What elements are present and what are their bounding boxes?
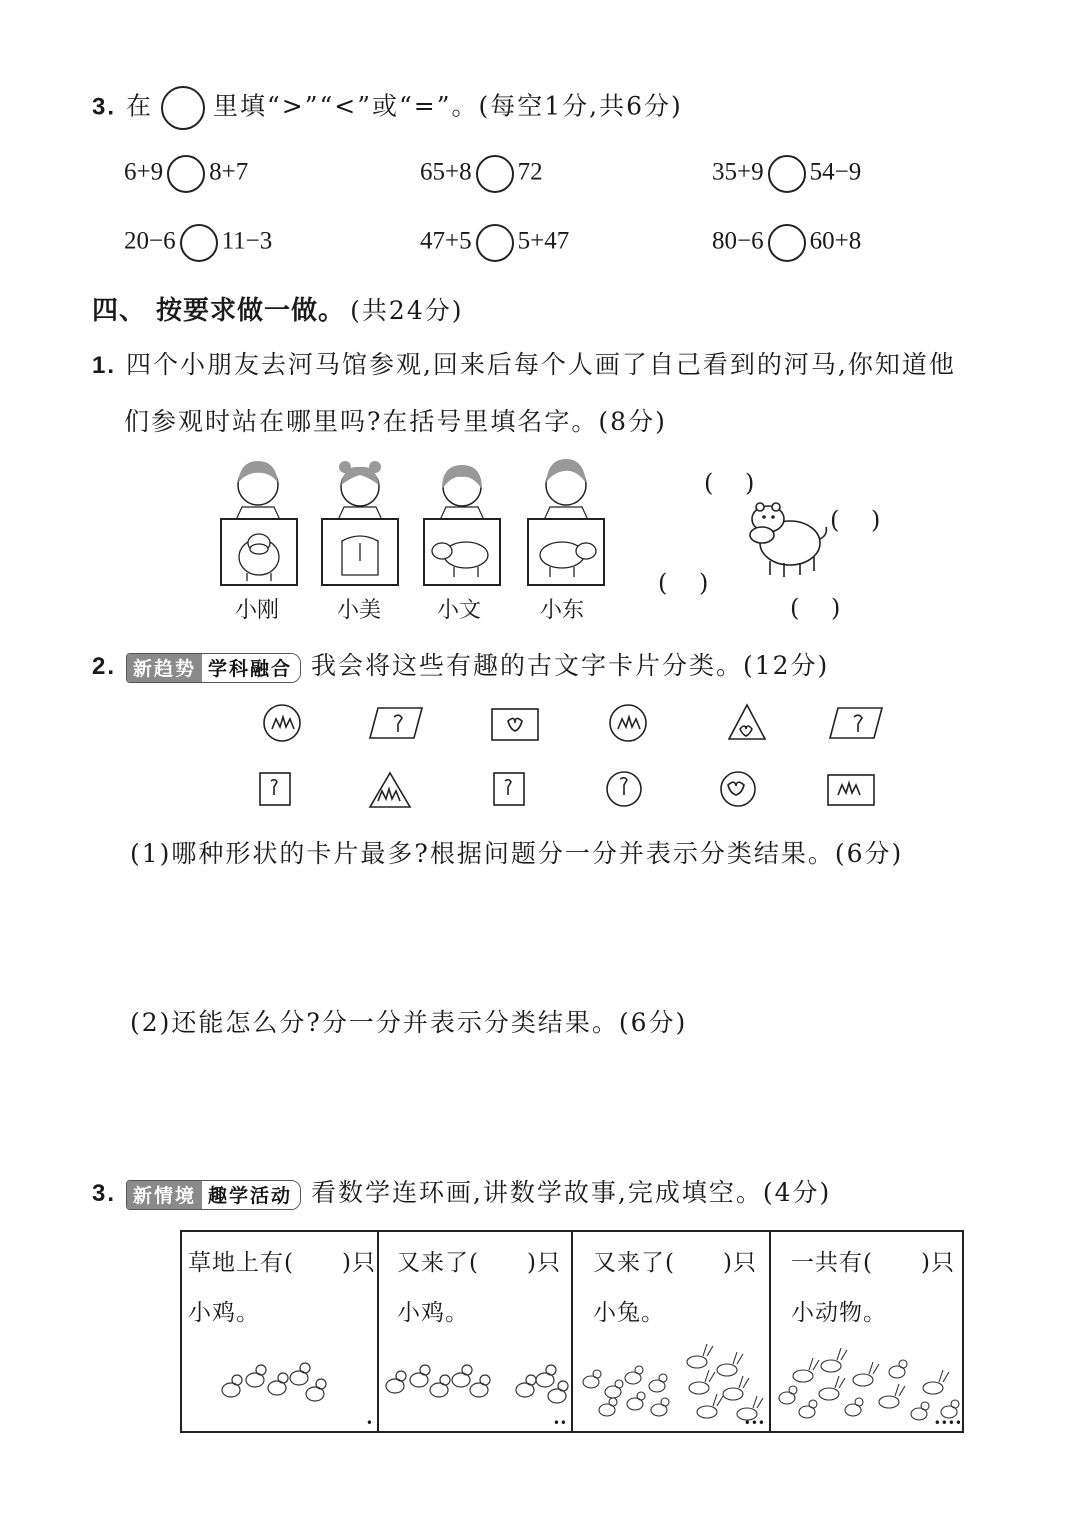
trend-tag: 新趋势 学科融合 [126, 653, 301, 683]
compare-item: 65+8 72 [420, 155, 543, 193]
context-tag: 新情境 趣学活动 [126, 1180, 301, 1210]
child-name: 小东 [540, 598, 585, 623]
answer-blank-bottom[interactable]: ( ) [790, 594, 841, 622]
question-number: 3. [92, 93, 117, 121]
problem1-line1: 1. 四个小朋友去河马馆参观,回来后每个人画了自己看到的河马,你知道他 [92, 350, 956, 379]
ancient-character-cards [250, 695, 890, 815]
answer-circle[interactable] [768, 224, 806, 262]
child-xiaogang-figure [236, 461, 280, 520]
comic-panel: 又来了( )只 小兔。 ••• [573, 1232, 771, 1431]
child-name: 小美 [337, 598, 382, 623]
section-heading: 四、 按要求做一做。 (共24分) [92, 296, 464, 326]
comic-strip [180, 1230, 964, 1433]
answer-circle[interactable] [476, 224, 514, 262]
card-rectangle-heart [492, 709, 538, 740]
problem2-sub2: (2)还能怎么分?分一分并表示分类结果。(6分) [130, 1008, 688, 1037]
child-xiaowen-figure [440, 465, 484, 520]
compare-item: 6+9 8+7 [124, 155, 248, 193]
answer-circle[interactable] [180, 224, 218, 262]
comic-panel: 草地上有( )只 小鸡。 • [182, 1232, 379, 1431]
comic-panel: 又来了( )只 小鸡。 •• [379, 1232, 573, 1431]
card-circle-heart [721, 772, 755, 806]
answer-circle[interactable] [167, 155, 205, 193]
problem2-title: 2. 新趋势 学科融合 我会将这些有趣的古文字卡片分类。(12分) [92, 646, 829, 683]
sample-circle [161, 86, 205, 130]
child-name: 小文 [437, 598, 482, 623]
child-name: 小刚 [235, 598, 280, 623]
children-drawings [210, 455, 630, 590]
child-xiaodong-figure [544, 459, 588, 520]
answer-blank-right[interactable]: ( ) [830, 506, 881, 534]
compare-item: 35+9 54−9 [712, 155, 861, 193]
chick-group-icon [217, 1350, 337, 1410]
answer-circle[interactable] [476, 155, 514, 193]
answer-area-1[interactable] [130, 880, 970, 990]
answer-blank-top[interactable]: ( ) [704, 469, 755, 497]
compare-item: 20−6 11−3 [124, 224, 272, 262]
card-parallelogram [370, 708, 422, 738]
child-xiaomei-figure [338, 461, 382, 520]
chicks-and-rabbits-icon [773, 1332, 963, 1422]
answer-blank-left[interactable]: ( ) [658, 569, 709, 597]
comic-panel: 一共有( )只 小动物。 •••• [771, 1232, 966, 1431]
problem2-sub1: (1)哪种形状的卡片最多?根据问题分一分并表示分类结果。(6分) [130, 839, 904, 868]
compare-item: 80−6 60+8 [712, 224, 861, 262]
problem3-title: 3. 新情境 趣学活动 看数学连环画,讲数学故事,完成填空。(4分) [92, 1173, 831, 1210]
q3-prompt: 3. 在 里填“>”“<”或“=”。(每空1分,共6分) [92, 86, 683, 130]
card-triangle-heart [729, 705, 765, 739]
card-parallelogram [830, 708, 882, 738]
answer-area-2[interactable] [130, 1050, 970, 1160]
hippo-icon [740, 495, 830, 585]
card-square [260, 773, 290, 805]
chick-group-icon [381, 1350, 571, 1410]
compare-item: 47+5 5+47 [420, 224, 569, 262]
answer-circle[interactable] [768, 155, 806, 193]
problem1-line2: 们参观时站在哪里吗?在括号里填名字。(8分) [124, 407, 667, 436]
card-square [494, 773, 524, 805]
chicks-and-rabbits-icon [577, 1332, 767, 1422]
